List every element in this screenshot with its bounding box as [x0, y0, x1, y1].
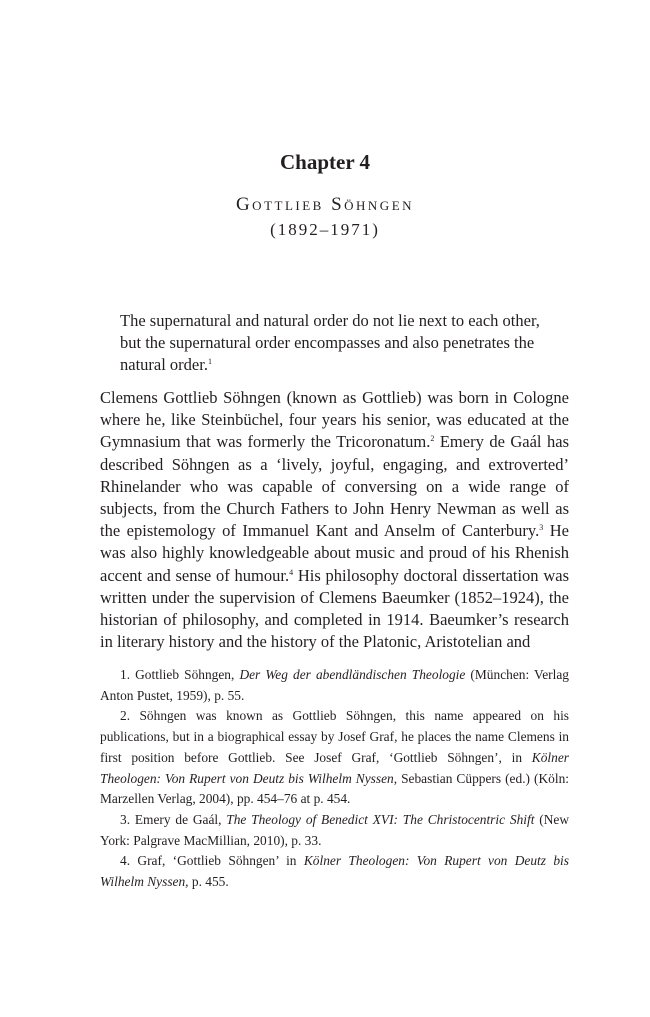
footnotes: [100, 665, 569, 893]
footnote-3: [100, 810, 569, 851]
body-text-segment: Clemens Gottlieb Söhngen (known as Gottlieb) was born in Cologne where he, like Steinbüchel, four years his senior, was educated at the Gymnasium that was formerly the Tricoronatum.: [100, 388, 569, 452]
footnote-number: 3.: [120, 811, 131, 827]
footnote-title: The Theology of Benedict XVI: The Christocentric Shift: [226, 811, 535, 827]
epigraph: [120, 310, 552, 376]
footnote-text: (New York: Palgrave MacMillian, 2010), p. 33.: [100, 811, 569, 848]
footnote-number: 2.: [120, 708, 131, 724]
body-paragraph: [100, 387, 569, 653]
footnote-text: Söhngen was known as Gottlieb Söhngen, this name appeared on his publications, but in a biographical essay by Josef Graf, he places the name Clemens in first position before Gottlieb. See Josef Graf, ‘Gottlieb Söhngen’, in: [100, 708, 569, 765]
body-text-segment: Emery de Gaál has described Söhngen as a ‘lively, joyful, engaging, and extroverted’ Rhinelander who was capable of conversing on a wide range of subjects, from the Church Fathers to John Henry Newman as well as the epistemology of Immanuel Kant and Anselm of Canterbury.: [100, 432, 570, 541]
body-text-segment: He was also highly knowledgeable about music and proud of his Rhenish accent and sense of humour.: [100, 521, 569, 585]
footnote-title: Kölner Theologen: Von Rupert von Deutz bis Wilhelm Nyssen,: [100, 853, 569, 890]
footnote-number: 4.: [120, 853, 131, 869]
footnote-ref: 2: [430, 434, 435, 444]
footnote-text: (München: Verlag Anton Pustet, 1959), p. 55.: [100, 667, 569, 703]
footnote-text: Graf, ‘Gottlieb Söhngen’ in: [130, 853, 304, 869]
footnote-text: , Sebastian Cüppers (ed.) (Köln: Marzellen Verlag, 2004), pp. 454–76 at p. 454.: [100, 770, 569, 807]
chapter-label: Chapter 4: [279, 150, 371, 174]
footnote-ref: 4: [289, 567, 294, 577]
footnote-text: Emery de Gaál,: [130, 811, 227, 827]
footnote-4: [100, 851, 569, 892]
footnote-1: [100, 665, 569, 706]
epigraph-text: The supernatural and natural order do not lie next to each other, but the supernatural order encompasses and also penetrates the natural order.: [120, 311, 540, 374]
footnote-2: [100, 706, 569, 810]
footnote-number: 1.: [120, 667, 131, 682]
body-text-segment: His philosophy doctoral dissertation was written under the supervision of Clemens Baeumker (1852–1924), the historian of philosophy, and completed in 1914. Baeumker’s research in literary history and the history of the Platonic, Aristotelian and: [100, 565, 569, 652]
footnote-text: Gottlieb Söhngen,: [130, 667, 240, 682]
footnote-title: Kölner Theologen: Von Rupert von Deutz bis Wilhelm Nyssen: [100, 749, 569, 786]
footnote-ref: 1: [207, 357, 212, 366]
chapter-dates: (1892–1971): [270, 220, 380, 239]
footnote-ref: 3: [539, 523, 544, 533]
footnote-title: Der Weg der abendländischen Theologie: [239, 667, 466, 682]
footnote-text: p. 455.: [188, 874, 229, 890]
chapter-title: Gottlieb Söhngen: [235, 194, 415, 215]
